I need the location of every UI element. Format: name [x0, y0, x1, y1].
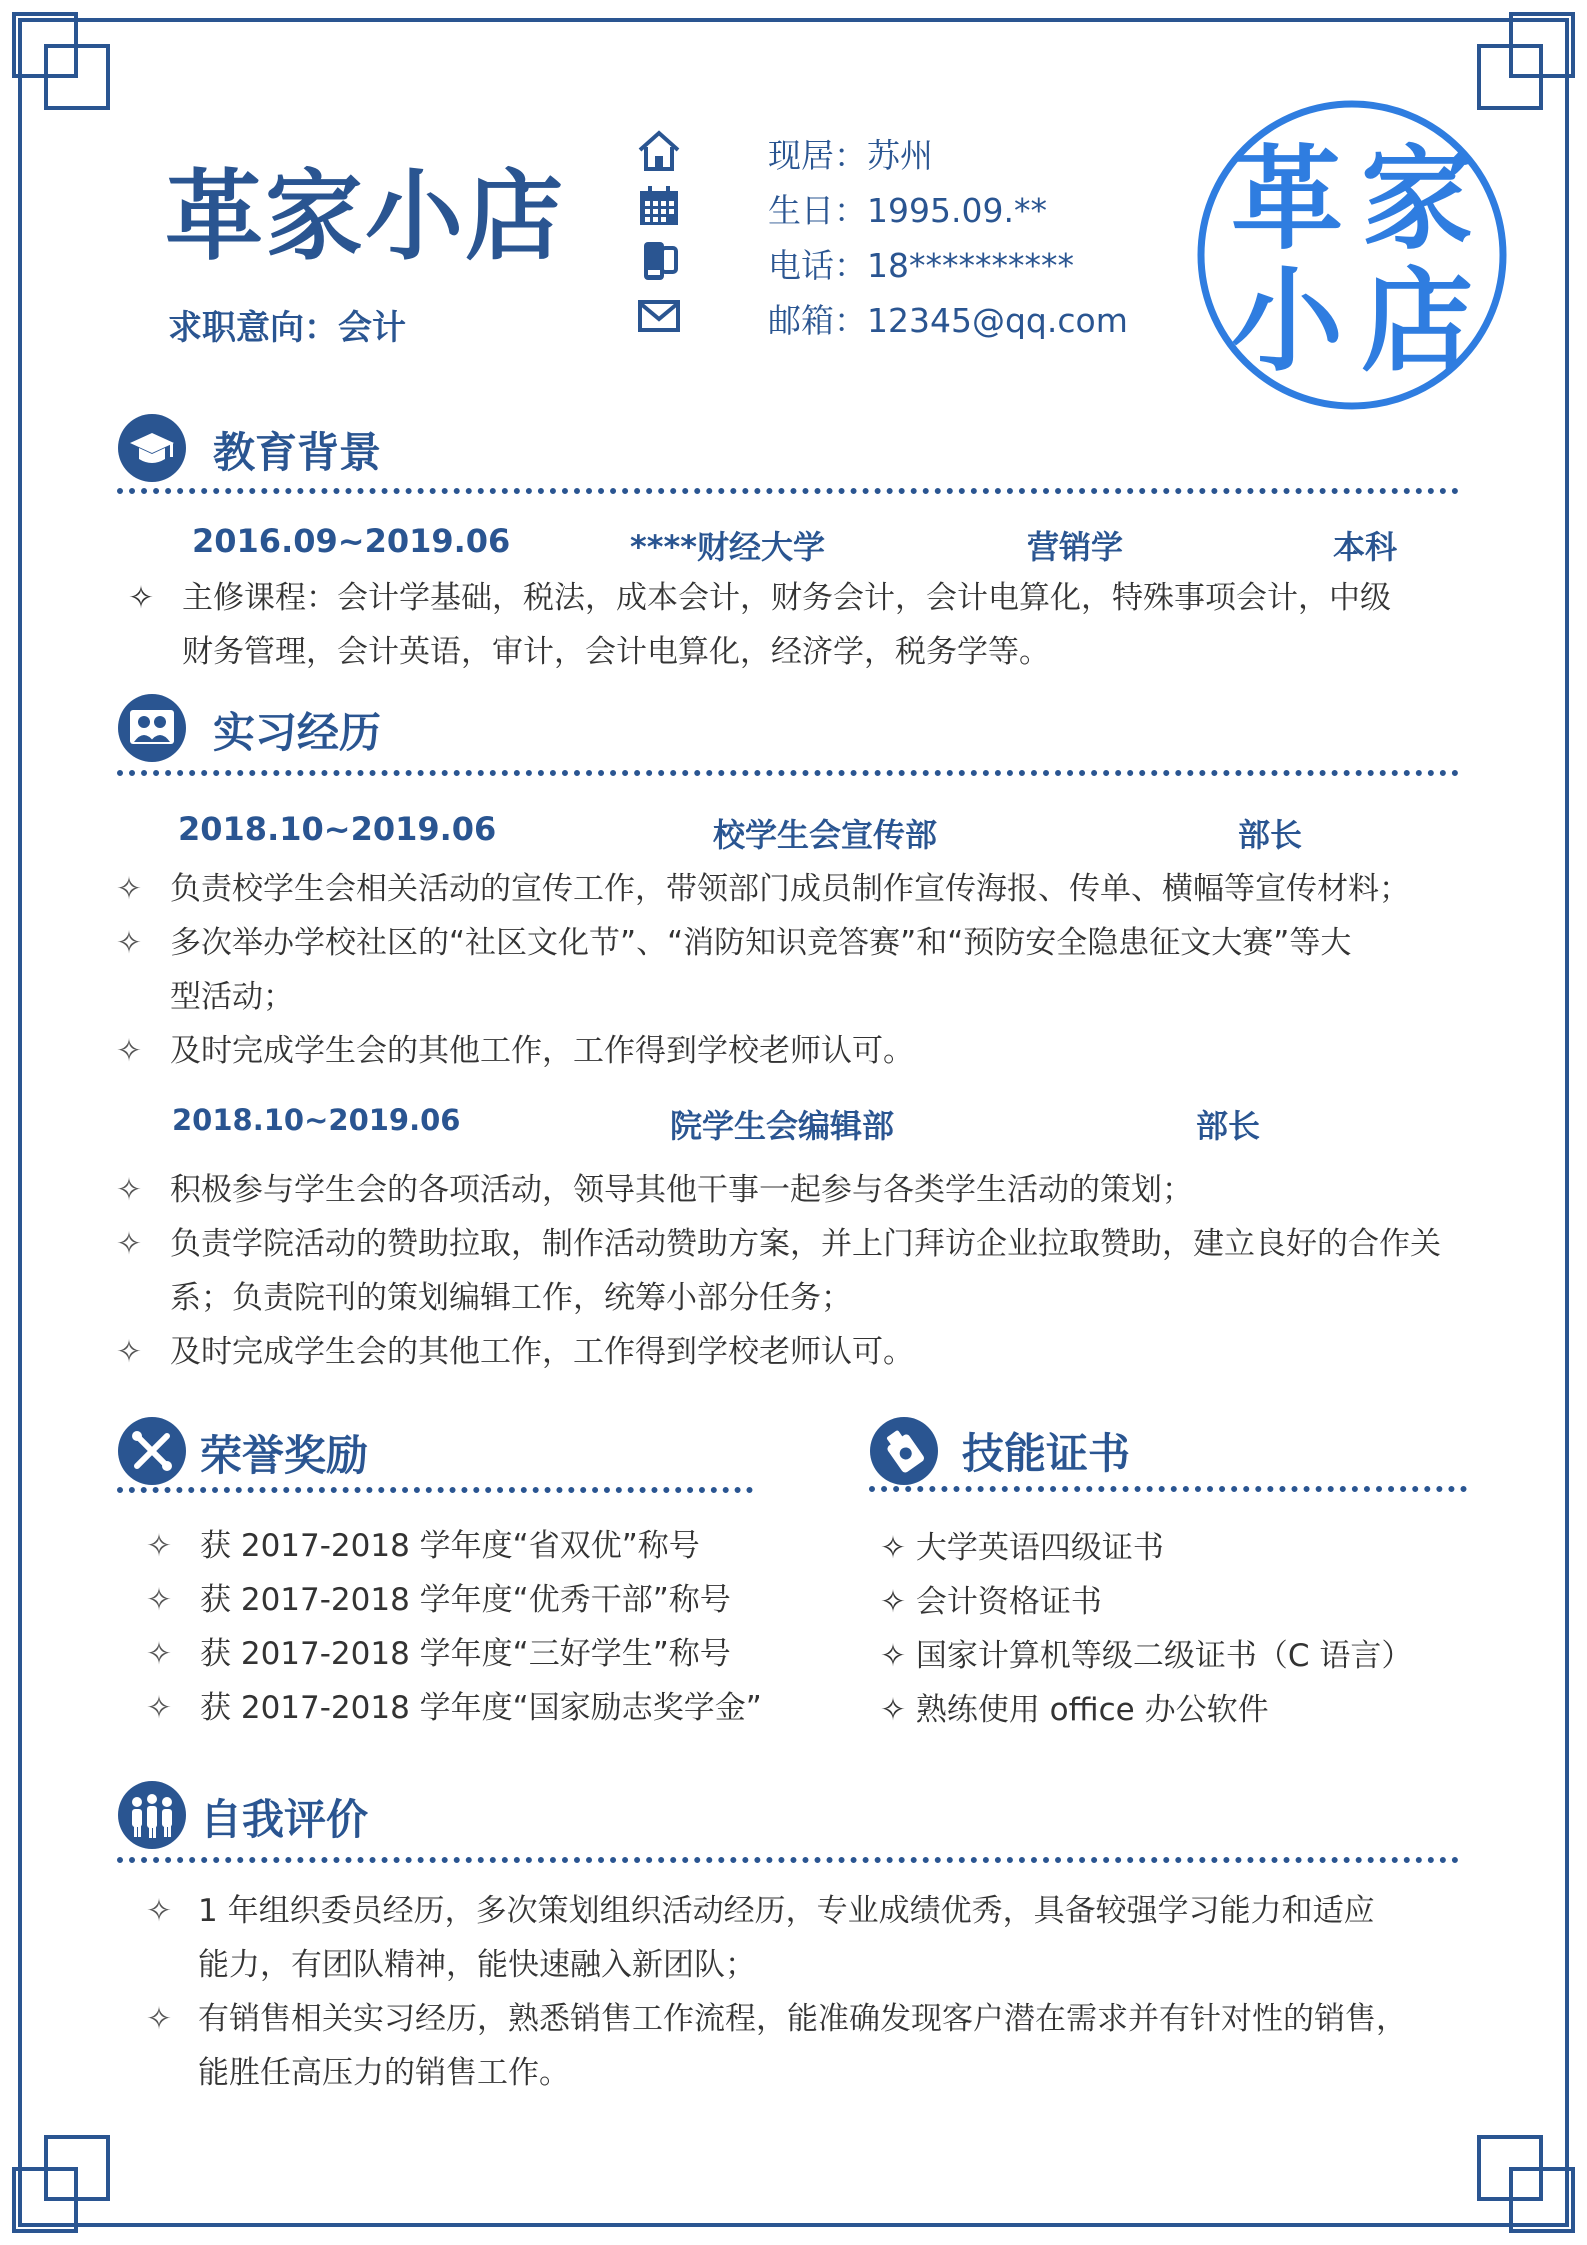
bullet-icon: ✧ [146, 1528, 172, 1564]
info-value: 18********** [867, 245, 1074, 285]
bullet-icon: ✧ [116, 1334, 142, 1370]
info-label: 电话： [768, 245, 867, 285]
internship-icon [117, 693, 187, 767]
skills-divider [869, 1486, 1467, 1492]
info-value: 1995.09.** [867, 190, 1047, 230]
skill-item: ✧ 国家计算机等级二级证书（C 语言） [880, 1638, 1413, 1674]
self-eval-line: 有销售相关实习经历，熟悉销售工作流程，能准确发现客户潜在需求并有针对性的销售， [198, 2001, 1407, 2037]
education-period: 2016.09~2019.06 [192, 522, 511, 560]
info-value: 12345@qq.com [867, 300, 1128, 340]
bullet-icon: ✧ [128, 580, 154, 616]
job-intent [168, 300, 406, 349]
job-period: 2018.10~2019.06 [172, 1103, 461, 1137]
honors-icon [117, 1416, 187, 1490]
phone-icon [636, 238, 682, 288]
bullet-icon: ✧ [116, 1172, 142, 1208]
calendar-icon [636, 183, 682, 233]
bullet-icon: ✧ [146, 2001, 172, 2037]
honor-item: 获 2017-2018 学年度“优秀干部”称号 [200, 1582, 731, 1618]
bullet-icon: ✧ [146, 1636, 172, 1672]
info-label: 生日： [768, 190, 867, 230]
education-major: 营销学 [1027, 528, 1124, 566]
job-org: 校学生会宣传部 [713, 816, 938, 854]
self-eval-title: 自我评价 [200, 1795, 369, 1844]
education-icon [117, 413, 187, 487]
bullet-icon: ✧ [146, 1893, 172, 1929]
education-title: 教育背景 [213, 428, 382, 477]
stamp-char-3: 小 [1231, 256, 1343, 387]
name-stamp [1195, 98, 1510, 413]
bullet-icon: ✧ [146, 1690, 172, 1726]
honor-item: 获 2017-2018 学年度“省双优”称号 [200, 1528, 700, 1564]
skill-item: ✧ 会计资格证书 [880, 1584, 1102, 1620]
info-birthday [636, 186, 1047, 230]
info-value: 苏州 [867, 135, 933, 175]
job-duty: 积极参与学生会的各项活动，领导其他干事一起参与各类学生活动的策划； [170, 1172, 1193, 1208]
education-divider [117, 488, 1459, 494]
job-intent-label: 求职意向： [168, 308, 338, 348]
bullet-icon: ✧ [116, 925, 142, 961]
job-duty: 型活动； [170, 979, 294, 1015]
internship-title: 实习经历 [213, 708, 382, 757]
job-duty: 及时完成学生会的其他工作，工作得到学校老师认可。 [170, 1334, 914, 1370]
job-duty: 系；负责院刊的策划编辑工作，统筹小部分任务； [170, 1280, 852, 1316]
job-duty: 及时完成学生会的其他工作，工作得到学校老师认可。 [170, 1033, 914, 1069]
stamp-char-4: 店 [1361, 256, 1473, 387]
home-icon [636, 128, 682, 178]
education-degree: 本科 [1333, 528, 1398, 566]
job-duty: 负责校学生会相关活动的宣传工作，带领部门成员制作宣传海报、传单、横幅等宣传材料； [170, 871, 1410, 907]
honors-divider [117, 1487, 753, 1493]
job-role: 部长 [1238, 816, 1303, 854]
bullet-icon: ✧ [116, 1226, 142, 1262]
stamp-char-1: 革 [1231, 134, 1343, 265]
job-duty: 负责学院活动的赞助拉取，制作活动赞助方案，并上门拜访企业拉取赞助，建立良好的合作关 [170, 1226, 1441, 1262]
bullet-icon: ✧ [116, 871, 142, 907]
bullet-icon: ✧ [146, 1582, 172, 1618]
mail-icon [636, 293, 682, 343]
honors-title: 荣誉奖励 [200, 1431, 369, 1480]
honor-item: 获 2017-2018 学年度“国家励志奖学金” [200, 1690, 762, 1726]
skill-item: ✧ 熟练使用 office 办公软件 [880, 1692, 1269, 1728]
education-school: ****财经大学 [630, 528, 825, 566]
job-intent-value: 会计 [338, 308, 406, 348]
self-eval-line: 能胜任高压力的销售工作。 [198, 2055, 570, 2091]
skills-title: 技能证书 [962, 1429, 1131, 1478]
self-eval-icon [117, 1780, 187, 1854]
internship-divider [117, 770, 1459, 776]
job-duty: 多次举办学校社区的“社区文化节”、“消防知识竞答赛”和“预防安全隐患征文大赛”等大 [170, 925, 1352, 961]
skills-icon [869, 1416, 939, 1490]
job-org: 院学生会编辑部 [670, 1107, 895, 1145]
courses-line: 主修课程：会计学基础，税法，成本会计，财务会计，会计电算化，特殊事项会计，中级 [182, 580, 1391, 616]
candidate-name: 革家小店 [165, 160, 566, 274]
info-email [636, 296, 1128, 340]
self-eval-line: 1 年组织委员经历，多次策划组织活动经历，专业成绩优秀，具备较强学习能力和适应 [198, 1893, 1375, 1929]
info-label: 现居： [768, 135, 867, 175]
bullet-icon: ✧ [116, 1033, 142, 1069]
job-role: 部长 [1196, 1107, 1261, 1145]
self-eval-line: 能力，有团队精神，能快速融入新团队； [198, 1947, 756, 1983]
stamp-char-2: 家 [1361, 134, 1473, 265]
skill-item: ✧ 大学英语四级证书 [880, 1530, 1164, 1566]
honor-item: 获 2017-2018 学年度“三好学生”称号 [200, 1636, 731, 1672]
job-period: 2018.10~2019.06 [178, 810, 497, 848]
info-residence [636, 131, 933, 175]
info-label: 邮箱： [768, 300, 867, 340]
courses-line: 财务管理，会计英语，审计，会计电算化，经济学，税务学等。 [182, 634, 1050, 670]
self-eval-divider [117, 1857, 1459, 1863]
info-phone [636, 241, 1074, 285]
